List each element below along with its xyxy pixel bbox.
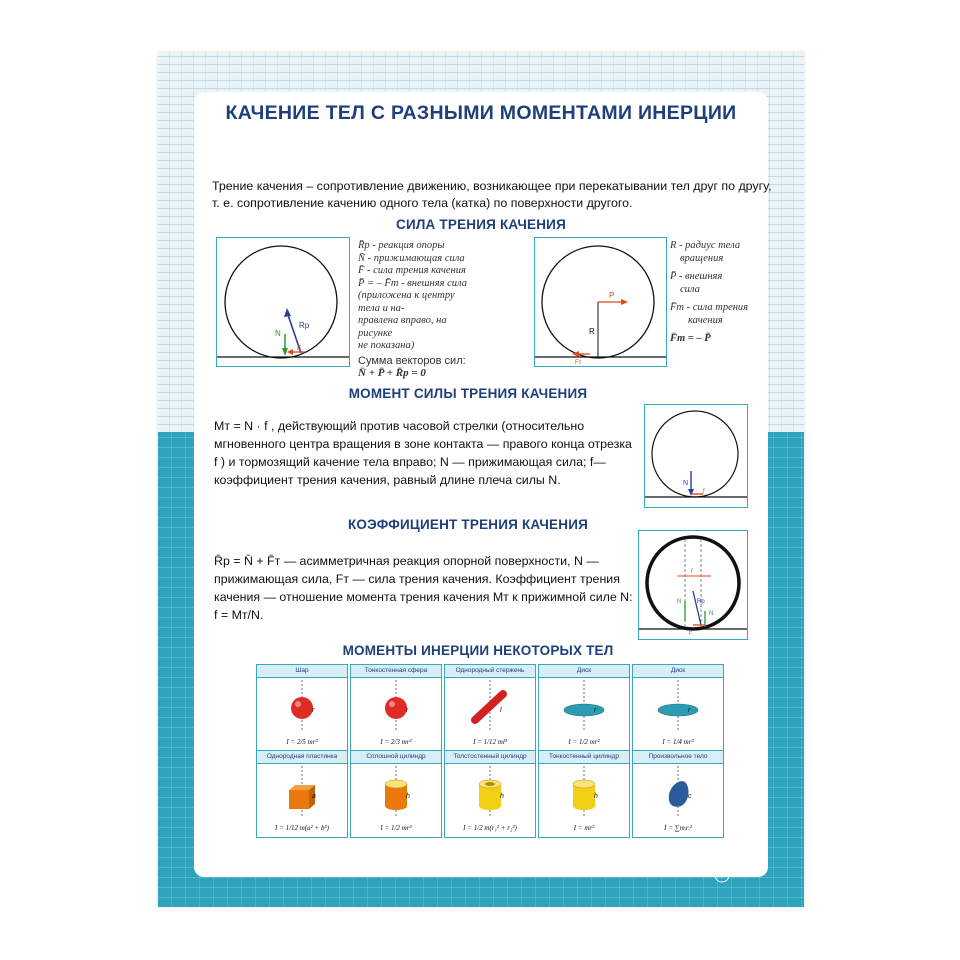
inertia-card-formula: I = 2/5 mr² [286,738,318,746]
legend-item: (приложена к центру тела и на- [358,290,455,314]
figure-forces-left [216,237,350,367]
legend-item: вращения [680,252,724,264]
inertia-card-formula: I = ∑mᵢrᵢ² [664,824,692,832]
label-rp: Rp [299,321,310,330]
inertia-card-title: Диск [633,665,723,678]
inertia-card-figure [257,764,347,820]
inertia-card-figure [539,764,629,820]
label-f: F [297,345,302,352]
inertia-card-figure [351,678,441,734]
inertia-card-figure [257,678,347,734]
label-f: f [691,569,693,575]
inertia-card-dimension-label: r [594,707,597,714]
inertia-card-dimension-label: a [312,793,316,800]
legend-item: N̄ - прижимающая сила [358,252,465,264]
inertia-card [256,750,348,838]
inertia-card-dimension-label: h [500,793,504,800]
inertia-card [444,664,536,752]
poster [158,52,804,907]
inertia-card-dimension-label: l [500,707,502,714]
inertia-card-title: Произвольное тело [633,751,723,764]
inertia-card-figure [351,764,441,820]
inertia-card-title: Тонкостенная сфера [351,665,441,678]
inertia-card-formula: I = 2/3 mr² [380,738,412,746]
inertia-card-title: Шар [257,665,347,678]
label-rp: Rp [697,599,705,605]
sum-formula: N̄ + P̄ + R̄p = 0 [358,367,426,379]
intro-text: Трение качения – сопротивление движению, возникающее при перекатывании тел друг по другу, т. е. сопротивление качению одного тела (катка) по поверхности другого. [212,179,772,210]
poster-title: КАЧЕНИЕ ТЕЛ С РАЗНЫМИ МОМЕНТАМИ ИНЕРЦИИ [225,102,737,124]
inertia-card [444,750,536,838]
figure-friction-coefficient [638,530,748,640]
label-f: f [703,489,705,495]
inertia-card-dimension-label: c [688,793,692,800]
inertia-card-formula: I = 1/2 mr² [380,824,412,832]
label-ft: F [689,631,693,637]
legend-item: сила [680,283,700,295]
label-p: P [609,291,615,300]
inertia-card-title: Тонкостенный цилиндр [539,751,629,764]
legend-item: P̄ - внешняя [670,271,723,282]
label-n2: N [709,611,714,617]
legend-item: F̄ - сила трения качения [358,265,466,276]
inertia-card-formula: I = mr² [573,824,595,832]
inertia-card [538,750,630,838]
label-n: N [677,599,682,605]
inertia-card-formula: I = 1/12 m(a² + b²) [275,824,329,832]
inertia-card [350,750,442,838]
label-n: N [275,329,281,338]
legend-item: не показана) [358,340,415,351]
inertia-card [256,664,348,752]
inertia-card-formula: I = 1/4 mr² [662,738,694,746]
inertia-card-formula: I = 1/2 mr² [568,738,600,746]
legend-item: R̄p - реакция опоры [358,240,445,251]
inertia-card-dimension-label: r [688,707,691,714]
legend-item: качения [688,314,723,326]
inertia-card-dimension-label: r [406,707,409,714]
inertia-card-title: Сплошной цилиндр [351,751,441,764]
publisher-logo [714,867,730,884]
svg-text:N: N [718,873,724,880]
label-n: N [683,480,689,487]
figure-friction-moment [644,404,748,508]
legend-item: правлена вправо, на рисунке [358,315,447,339]
inertia-card-figure [633,764,723,820]
inertia-card-dimension-label: r [312,707,315,714]
inertia-card-formula: I = 1/2 m(r₁² + r₂²) [463,824,517,832]
inertia-card-title: Диск [539,665,629,678]
friction-moment-text: Mт = N · f , действующий против часовой стрелки (относительно мгновенного центра вращения в зоне контакта — правого конца отрезка f ) и тормозящий качение тела вправо; N — прижимающая сила; f— коэффициент трения качения, равный длине плеча силы N. [214,419,632,487]
inertia-card-title: Однородная пластинка [257,751,347,764]
inertia-card-figure [539,678,629,734]
legend-left [358,240,478,380]
inertia-card [350,664,442,752]
legend-item: F̄т - сила трения [670,302,749,313]
inertia-card-dimension-label: h [406,793,410,800]
inertia-card-dimension-label: h [594,793,598,800]
inertia-card-figure [633,678,723,734]
inertia-card [538,664,630,752]
inertia-card-formula: I = 1/12 ml² [473,738,507,746]
legend-item: R - радиус тела [670,240,741,251]
legend-item: F̄т = – P̄ [670,333,711,344]
sum-label: Сумма векторов сил: [358,354,466,367]
inertia-card-title: Толстостенный цилиндр [445,751,535,764]
section-heading-friction-moment: МОМЕНТ СИЛЫ ТРЕНИЯ КАЧЕНИЯ [348,386,588,401]
legend-right [670,240,760,346]
inertia-card [632,750,724,838]
friction-coefficient-text: R̄p = N̄ + F̄т — асимметричная реакция опорной поверхности, N — прижимающая сила, Fт — сила трения качения. Коэффициент трения качения — отношение момента трения качения Mт к прижимной силе N: f = Mт/N. [214,554,633,622]
inertia-card-figure [445,678,535,734]
section-heading-moments-of-inertia: МОМЕНТЫ ИНЕРЦИИ НЕКОТОРЫХ ТЕЛ [342,643,614,658]
label-r: R [589,327,595,336]
inertia-card-figure [445,764,535,820]
legend-item: P̄ = – F̄т - внешняя сила [358,277,467,289]
figure-forces-right [534,237,667,367]
label-ft: Fт [575,360,582,366]
section-heading-rolling-friction: СИЛА ТРЕНИЯ КАЧЕНИЯ [396,217,566,232]
inertia-card [632,664,724,752]
section-heading-friction-coefficient: КОЭФФИЦИЕНТ ТРЕНИЯ КАЧЕНИЯ [347,517,589,532]
inertia-card-title: Однородный стержень [445,665,535,678]
